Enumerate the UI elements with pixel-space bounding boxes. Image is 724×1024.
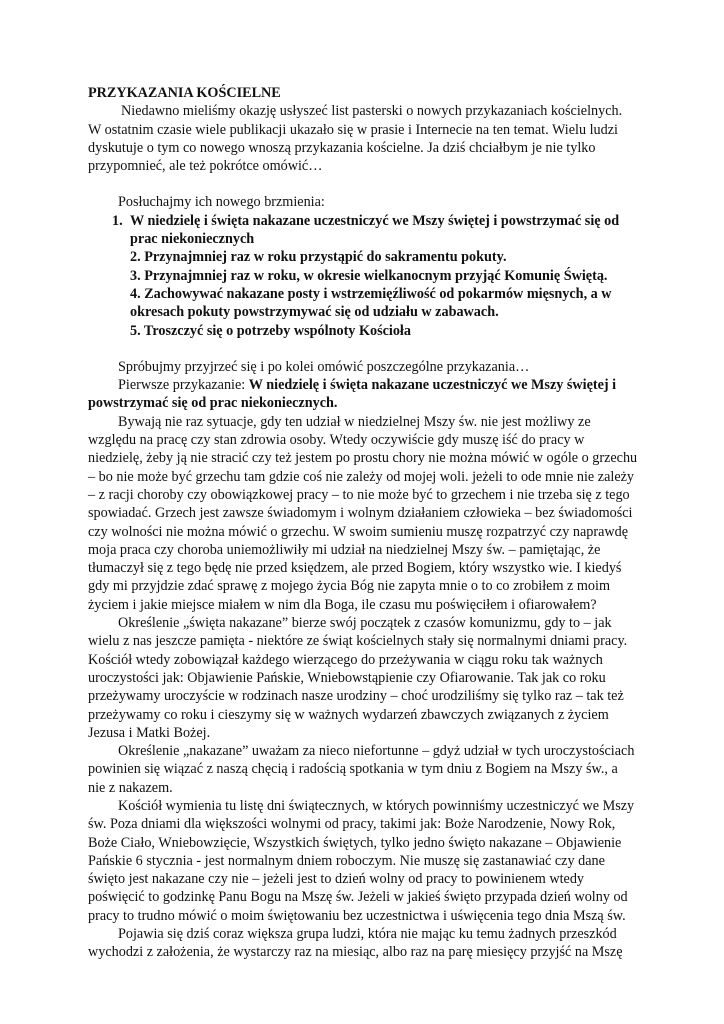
commandment-text: 2. Przynajmniej raz w roku przystąpić do sakramentu pokuty. [130,249,507,266]
first-commandment-paragraph [88,376,638,413]
body-paragraph: Spróbujmy przyjrzeć się i po kolei omówić poszczególne przykazania… [118,358,530,375]
commandment-text: W niedzielę i święta nakazane uczestniczyć we Mszy świętej i powstrzymać się od prac niekoniecznych [130,212,620,248]
listen-intro: Posłuchajmy ich nowego brzmienia: [118,194,325,211]
body-paragraph: Określenie „nakazane” uważam za nieco niefortunne – gdyż udział w tych uroczystościach powinien się wiązać z naszą chęcią i radością spotkania w tym dniu z Bogiem na Mszy św., a nie z nakazem. [88,743,635,796]
commandment-item [88,322,638,340]
body-paragraph: Określenie „święta nakazane” bierze swój początek z czasów komunizmu, gdy to – jak wielu z nas jeszcze pamięta - niektóre ze świąt kościelnych stały się normalnymi dniami pracy. Kościół wtedy zobowiązał każdego wierzącego do przeżywania w ciągu roku tak ważnych uroczystości jak: Objawienie Pańskie, Wniebowstąpienie czy Ofiarowanie. Tak jak co roku przeżywamy uroczyście w rodzinach nasze urodziny – choć urodziliśmy się tylko raz – tak też przeżywamy co roku i cieszymy się w ważnych wydarzeń zbawczych związanych z życiem Jezusa i Matki Bożej. [88,615,628,741]
body-paragraph: Kościół wymienia tu listę dni świątecznych, w których powinniśmy uczestniczyć we Mszy św. Poza dniami dla większości wolnymi od pracy, takimi jak: Boże Narodzenie, Nowy Rok, Boże Ciało, Wniebowzięcie, Wszystkich świętych, tylko jedno święto nakazane – Objawienie Pańskie 6 stycznia - jest normalnym dniem roboczym. Nie muszę się zastanawiać czy dane święto jest nakazane czy nie – jeżeli jest to dzień wolny od pracy to powinienem wtedy poświęcić to godzinkę Panu Bogu na Mszę św. Jeżeli w jakieś święto przypada dzień wolny od pracy to trudno mówić o moim świętowaniu bez uczestnictwa i uświęcenia tego dnia Mszą św. [88,797,635,924]
document-title: PRZYKAZANIA KOŚCIELNE [88,85,281,101]
commandment-text: 4. Zachowywać nakazane posty i wstrzemięźliwość od pokarmów mięsnych, a w okresach pokuty powstrzymywać się od udziału w zabawach. [130,285,612,321]
commandment-item [88,285,638,322]
commandment-item [88,248,638,266]
commandments-list [88,212,638,340]
first-commandment-lead: Pierwsze przykazanie: [118,377,249,394]
body-paragraph: Pojawia się dziś coraz większa grupa ludzi, która nie mając ku temu żadnych przeszkód wychodzi z założenia, że wystarczy raz na miesiąc, albo raz na parę miesięcy przyjść na Mszę [88,926,623,961]
document-body [88,84,638,962]
first-commandment-text: W niedzielę i święta nakazane uczestniczyć we Mszy świętej i powstrzymać się od prac niekoniecznych. [88,377,617,412]
paragraph-gap [88,340,638,358]
commandment-item [88,212,638,249]
commandment-number: 1. [112,212,123,229]
commandment-text: 5. Troszczyć się o potrzeby wspólnoty Kościoła [130,322,411,339]
commandment-item [88,267,638,285]
body-paragraph: Bywają nie raz sytuacje, gdy ten udział w niedzielnej Mszy św. nie jest możliwy ze względu na pracę czy stan zdrowia osoby. Wtedy oczywiście gdy muszę iść do pracy w niedzielę, żeby ją nie stracić czy też jestem po prostu chory nie można mówić w ogóle o grzechu – bo nie może być grzechu tam gdzie coś nie zależy od mojej woli. jeżeli to ode mnie nie zależy – z racji choroby czy obowiązkowej pracy – to nie może być to grzechem i nie trzeba się z tego spowiadać. Grzech jest zawsze świadomym i wolnym działaniem człowieka – bez świadomości czy wolności nie można mówić o grzechu. W swoim sumieniu muszę rozpatrzyć czy naprawdę moja praca czy choroba uniemożliwiły mi udział na niedzielnej Mszy św. – pamiętając, że tłumaczył się z tego będę nie przed księdzem, ale przed Bogiem, który wszystko wie. I kiedyś gdy mi przyjdzie zdać sprawę z mojego życia Bóg nie zapyta mnie o to co zrobiłem z moim życiem i jakie miejsce miałem w nim dla Boga, ile czasu mu poświęciłem i ofiarowałem? [88,413,638,613]
commandment-text: 3. Przynajmniej raz w roku, w okresie wielkanocnym przyjąć Komunię Świętą. [130,267,608,284]
intro-paragraph: Niedawno mieliśmy okazję usłyszeć list pasterski o nowych przykazaniach kościelnych. W ostatnim czasie wiele publikacji ukazało się w prasie i Internecie na ten temat. Wielu ludzi dyskutuje o tym co nowego wnoszą przykazania kościelne. Ja dziś chciałbym je nie tylko przypomnieć, ale też pokrótce omówić… [88,103,623,175]
paragraph-gap [88,175,638,193]
